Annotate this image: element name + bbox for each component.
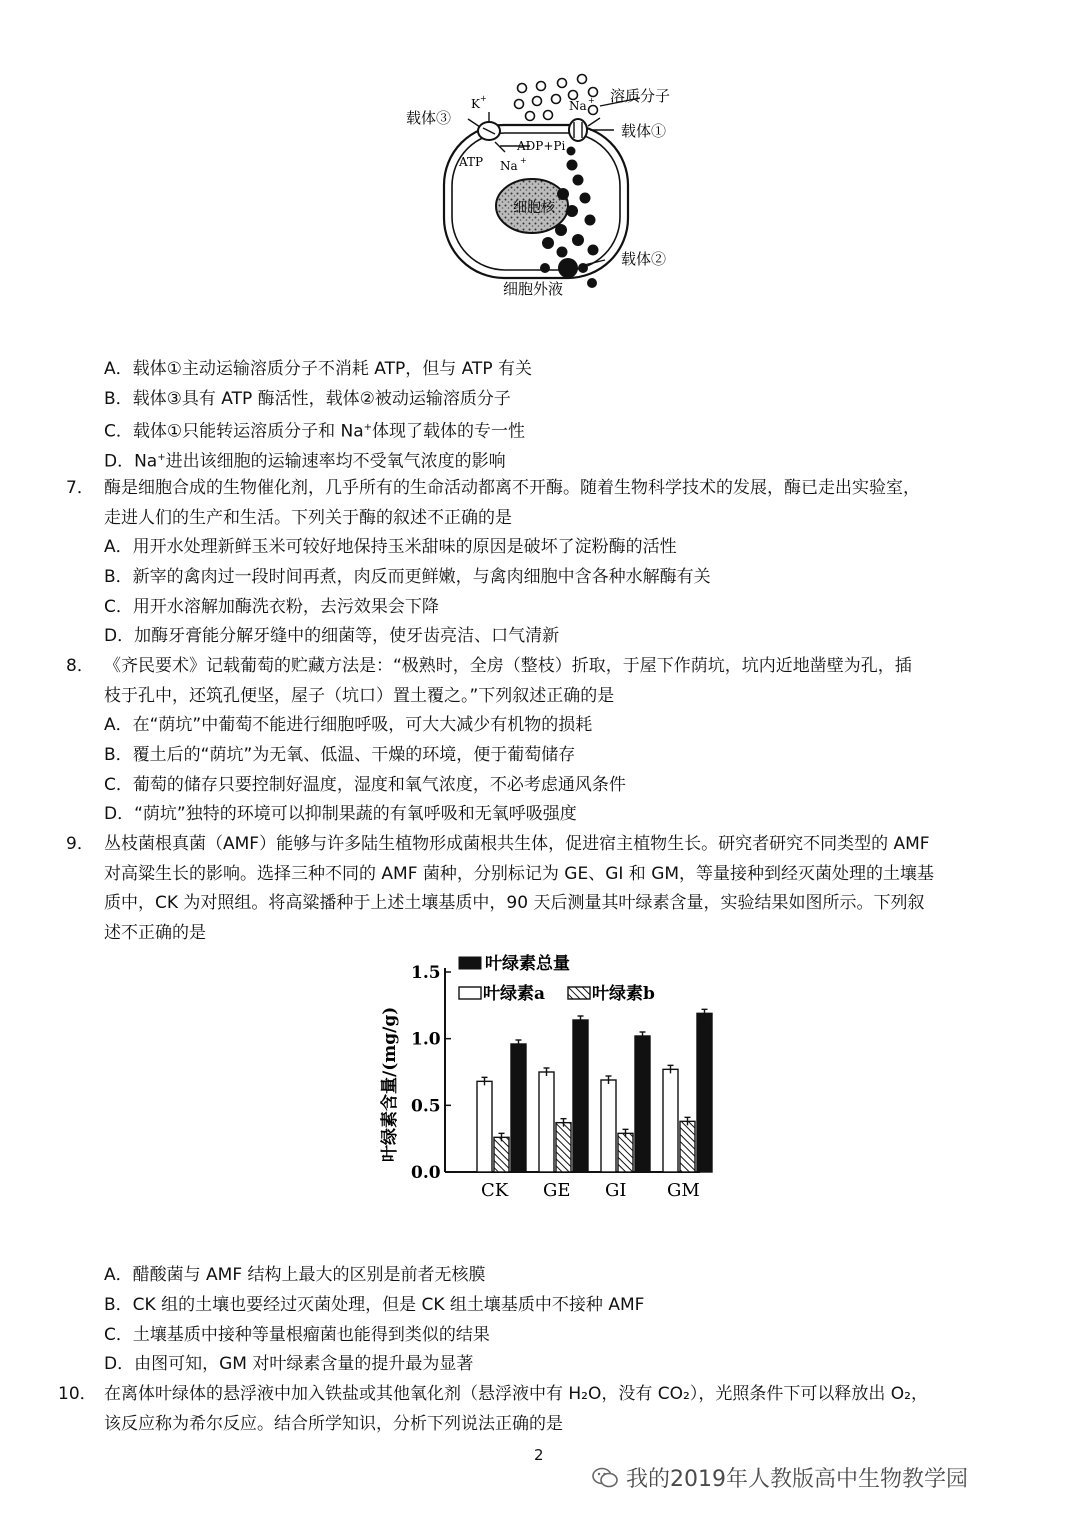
solute-open-circles [515,75,598,121]
legend-label-b: 叶绿素b [592,984,655,1004]
y-tick-label: 0.5 [411,1096,441,1117]
q9-stem-1: 丛枝菌根真菌（AMF）能够与许多陆生植物形成菌根共生体，促进宿主植物生长。研究者研究不同类型的 AMF [104,834,930,854]
q9-option-c: C．土壤基质中接种等量根瘤菌也能得到类似的结果 [104,1325,490,1345]
q10-number: 10． [58,1384,97,1404]
cell-transport-diagram [0,0,1080,330]
label-atp: ATP [459,155,484,169]
bar-gi-2 [635,1036,650,1172]
svg-text:+: + [588,96,595,105]
legend-label-total: 叶绿素总量 [485,954,570,974]
q7-option-c: C．用开水溶解加酶洗衣粉，去污效果会下降 [104,597,439,617]
svg-text:+: + [480,94,487,103]
label-na-bottom: Na [500,159,518,173]
q9-option-d: D．由图可知，GM 对叶绿素含量的提升最为显著 [104,1354,474,1374]
x-tick-label: GI [605,1180,627,1201]
q7-option-d: D．加酶牙膏能分解牙缝中的细菌等，使牙齿亮洁、口气清新 [104,626,560,646]
watermark-text: 我的2019年人教版高中生物教学园 [626,1467,968,1492]
bar-ge-0 [539,1072,554,1172]
bar-gm-1 [680,1121,695,1172]
x-tick-label: GE [543,1180,571,1201]
superscript-plus: + [363,422,373,433]
q8-stem-2: 枝于孔中，还筑孔便坚，屋子（坑口）置土覆之。”下列叙述正确的是 [104,686,615,706]
nucleus-label: 细胞核 [513,200,555,216]
q7-number: 7． [66,478,94,498]
page-number: 2 [534,1446,544,1464]
q9-stem-3: 质中，CK 为对照组。将高粱播种于上述土壤基质中，90 天后测量其叶绿素含量，实验结果如图所示。下列叙 [104,893,925,913]
legend-swatch-total [459,957,481,969]
y-tick-label: 1.0 [411,1029,441,1050]
bar-gm-2 [697,1013,712,1172]
q6-option-d [104,447,506,473]
q8-option-a: A．在“荫坑”中葡萄不能进行细胞呼吸，可大大减少有机物的损耗 [104,715,593,735]
y-axis-label: 叶绿素含量/(mg/g) [380,1006,400,1162]
legend-swatch-a [459,987,481,999]
bar-ck-0 [477,1081,492,1172]
label-carrier1: 载体① [621,122,667,140]
x-tick-label: CK [481,1180,509,1201]
y-tick-label: 1.5 [411,963,441,983]
bar-ck-1 [494,1137,509,1172]
q9-number: 9． [66,834,94,854]
bar-gm-0 [663,1069,678,1172]
x-tick-label: GM [667,1180,700,1201]
q8-option-b: B．覆土后的“荫坑”为无氧、低温、干燥的环境，便于葡萄储存 [104,745,576,765]
label-na-top: Na [569,99,587,113]
q7-stem-1: 酶是细胞合成的生物催化剂，几乎所有的生命活动都离不开酶。随着生物科学技术的发展，酶已走出实验室， [104,478,920,498]
q6-option-d-post: 进出该细胞的运输速率均不受氧气浓度的影响 [165,451,506,472]
q7-stem-2: 走进人们的生产和生活。下列关于酶的叙述不正确的是 [104,508,512,528]
q9-stem-2: 对高粱生长的影响。选择三种不同的 AMF 菌种，分别标记为 GE、GI 和 GM，等量接种到经灭菌处理的土壤基 [104,864,935,884]
label-carrier3: 载体③ [406,109,452,127]
watermark [592,1462,968,1493]
bar-ge-1 [556,1123,571,1172]
q7-option-b: B．新宰的禽肉过一段时间再煮，肉反而更鲜嫩，与禽肉细胞中含各种水解酶有关 [104,567,711,587]
carrier2-shape [558,258,578,278]
q8-option-c: C．葡萄的储存只要控制好温度，湿度和氧气浓度，不必考虑通风条件 [104,775,626,795]
q6-option-c-pre: C．载体①只能转运溶质分子和 Na [104,421,364,442]
q6-option-c-post: 体现了载体的专一性 [372,421,526,442]
label-solute: 溶质分子 [610,87,671,105]
legend-label-a: 叶绿素a [483,984,546,1004]
q9-option-a: A．醋酸菌与 AMF 结构上最大的区别是前者无核膜 [104,1265,486,1285]
carrier1-shape [569,119,587,141]
q9-option-b: B．CK 组的土壤也要经过灭菌处理，但是 CK 组土壤基质中不接种 AMF [104,1295,645,1315]
bar-ck-2 [511,1044,526,1172]
q8-option-d: D．“荫坑”独特的环境可以抑制果蔬的有氧呼吸和无氧呼吸强度 [104,804,577,824]
label-adp: ADP+Pi [517,139,566,153]
q10-stem-1: 在离体叶绿体的悬浮液中加入铁盐或其他氧化剂（悬浮液中有 H₂O，没有 CO₂），光照条件下可以释放出 O₂， [104,1384,928,1404]
q6-option-d-pre: D．Na [104,451,158,472]
q8-number: 8． [66,656,94,676]
q9-stem-4: 述不正确的是 [104,923,206,943]
label-extracellular: 细胞外液 [503,280,564,298]
label-carrier2: 载体② [621,250,667,268]
q8-stem-1: 《齐民要术》记载葡萄的贮藏方法是：“极熟时，全房（整枝）折取，于屋下作荫坑，坑内近地凿壁为孔，插 [104,656,912,676]
bar-gi-1 [618,1133,633,1172]
legend-swatch-b [568,987,590,999]
wechat-icon [592,1467,618,1489]
svg-text:+: + [520,156,527,165]
q10-stem-2: 该反应称为希尔反应。结合所学知识，分析下列说法正确的是 [104,1414,563,1434]
q6-option-c [104,417,525,443]
q6-option-a: A．载体①主动运输溶质分子不消耗 ATP，但与 ATP 有关 [104,359,532,379]
q6-option-b: B．载体③具有 ATP 酶活性，载体②被动运输溶质分子 [104,389,511,409]
label-k: K [471,97,480,111]
superscript-plus: + [157,452,166,463]
bar-ge-2 [573,1020,588,1172]
y-tick-label: 0.0 [411,1163,441,1183]
q7-option-a: A．用开水处理新鲜玉米可较好地保持玉米甜味的原因是破坏了淀粉酶的活性 [104,537,677,557]
bar-gi-0 [601,1080,616,1172]
chlorophyll-bar-chart [0,950,1080,1210]
